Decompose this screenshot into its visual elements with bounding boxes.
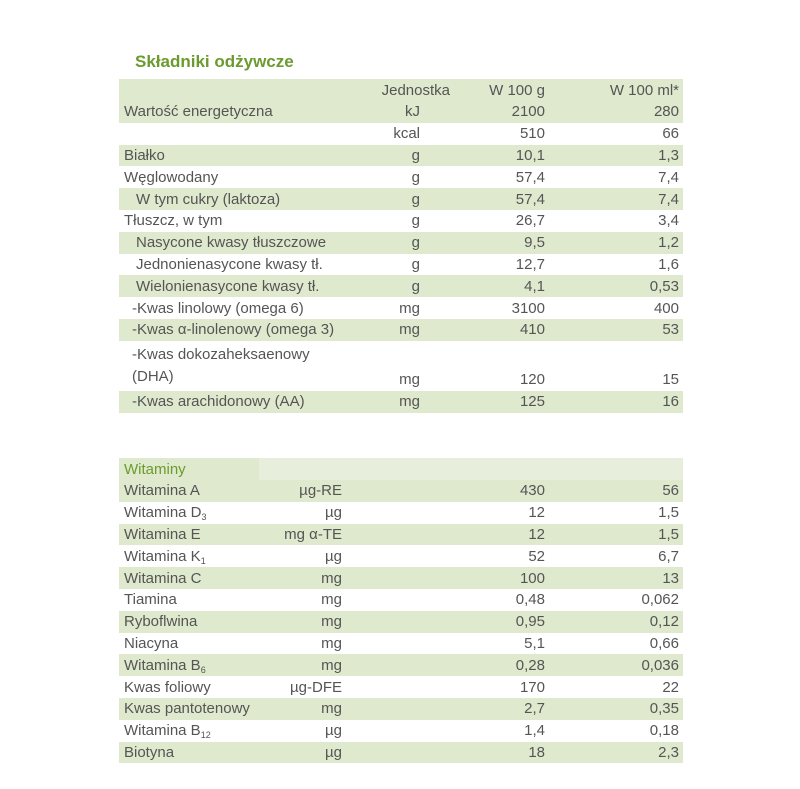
- vitamin-value-ml: 0,66: [549, 633, 683, 655]
- table-row: [119, 123, 683, 145]
- row-unit: g: [369, 232, 454, 254]
- header-unit: Jednostka: [369, 79, 454, 101]
- row-name: Wielonienasycone kwasy tł.: [119, 275, 369, 297]
- vitamin-value-ml: 0,12: [549, 611, 683, 633]
- vitamin-value-ml: 6,7: [549, 545, 683, 567]
- row-name: Tłuszcz, w tym: [119, 210, 369, 232]
- row-unit: g: [369, 145, 454, 167]
- row-name-line2: (DHA): [132, 367, 174, 385]
- vitamins-table: [119, 458, 683, 763]
- vitamin-unit: µg: [259, 720, 394, 742]
- vitamins-header-fill: [394, 458, 549, 480]
- vitamin-subscript: 6: [200, 664, 206, 675]
- vitamin-unit: µg: [259, 742, 394, 764]
- row-value-ml: 16: [549, 391, 683, 413]
- row-value-ml: 7,4: [549, 166, 683, 188]
- vitamin-value-g: 1,4: [394, 720, 549, 742]
- row-name: Jednonienasycone kwasy tł.: [119, 254, 369, 276]
- table-row: [119, 391, 683, 413]
- row-unit: mg: [369, 341, 454, 391]
- vitamin-unit: µg-DFE: [259, 676, 394, 698]
- row-unit: g: [369, 210, 454, 232]
- header-name: [119, 79, 369, 101]
- vitamin-name: [119, 676, 259, 698]
- vitamin-value-g: 0,28: [394, 654, 549, 676]
- row-unit: kcal: [369, 123, 454, 145]
- row-name: Wartość energetyczna: [119, 101, 369, 123]
- vitamin-value-g: 0,48: [394, 589, 549, 611]
- row-unit: g: [369, 254, 454, 276]
- row-unit: mg: [369, 391, 454, 413]
- vitamin-name: [119, 589, 259, 611]
- vitamin-name: [119, 480, 259, 502]
- row-value-g: 4,1: [454, 275, 549, 297]
- row-name: Nasycone kwasy tłuszczowe: [119, 232, 369, 254]
- vitamins-header-label: Witaminy: [119, 458, 259, 480]
- vitamin-name-text: Witamina A: [124, 482, 200, 500]
- header-per-100g: W 100 g: [454, 79, 549, 101]
- section-title: Składniki odżywcze: [135, 52, 294, 71]
- vitamin-value-ml: 0,036: [549, 654, 683, 676]
- table-row: [119, 502, 683, 524]
- table-row: [119, 297, 683, 319]
- row-value-ml: 0,53: [549, 275, 683, 297]
- row-value-g: 120: [454, 341, 549, 391]
- row-value-g: 57,4: [454, 188, 549, 210]
- vitamins-header-fill: [259, 458, 394, 480]
- row-value-g: 9,5: [454, 232, 549, 254]
- vitamin-unit: µg: [259, 545, 394, 567]
- vitamin-value-ml: 2,3: [549, 742, 683, 764]
- table-row: [119, 101, 683, 123]
- row-value-ml: 1,6: [549, 254, 683, 276]
- row-value-ml: 280: [549, 101, 683, 123]
- table-row: [119, 341, 683, 391]
- vitamin-name: [119, 567, 259, 589]
- table-row: [119, 589, 683, 611]
- row-name: [119, 123, 369, 145]
- header-per-100ml: W 100 ml*: [549, 79, 683, 101]
- table-row: [119, 545, 683, 567]
- vitamin-value-g: 170: [394, 676, 549, 698]
- row-name-line1: -Kwas dokozaheksaenowy: [132, 345, 310, 363]
- row-name: [119, 341, 369, 391]
- table-row: [119, 275, 683, 297]
- row-value-ml: 1,3: [549, 145, 683, 167]
- vitamin-value-ml: 56: [549, 480, 683, 502]
- row-value-ml: 1,2: [549, 232, 683, 254]
- table-row: [119, 742, 683, 764]
- table-row: [119, 254, 683, 276]
- row-unit: g: [369, 188, 454, 210]
- row-value-g: 510: [454, 123, 549, 145]
- vitamin-name-text: Witamina C: [124, 569, 202, 587]
- vitamin-value-ml: 0,35: [549, 698, 683, 720]
- vitamin-value-ml: 1,5: [549, 502, 683, 524]
- vitamin-name: [119, 720, 259, 742]
- table-row: [119, 524, 683, 546]
- vitamin-value-g: 52: [394, 545, 549, 567]
- table-row: [119, 232, 683, 254]
- vitamin-value-g: 12: [394, 502, 549, 524]
- vitamin-value-g: 18: [394, 742, 549, 764]
- row-name: Węglowodany: [119, 166, 369, 188]
- row-unit: g: [369, 275, 454, 297]
- vitamin-value-g: 12: [394, 524, 549, 546]
- vitamin-value-ml: 0,18: [549, 720, 683, 742]
- table-row: [119, 145, 683, 167]
- table-row: [119, 698, 683, 720]
- table-row: [119, 166, 683, 188]
- table-row: [119, 720, 683, 742]
- vitamin-value-ml: 22: [549, 676, 683, 698]
- row-value-ml: 7,4: [549, 188, 683, 210]
- vitamin-value-ml: 1,5: [549, 524, 683, 546]
- vitamin-value-g: 2,7: [394, 698, 549, 720]
- vitamin-name: [119, 654, 259, 676]
- vitamins-header: [119, 458, 683, 480]
- vitamin-name-text: Kwas pantotenowy: [124, 700, 250, 718]
- table-row: [119, 567, 683, 589]
- table-row: [119, 210, 683, 232]
- vitamin-unit: mg α-TE: [259, 524, 394, 546]
- row-value-ml: 15: [549, 341, 683, 391]
- vitamin-subscript: 3: [201, 512, 207, 523]
- row-name: -Kwas α-linolenowy (omega 3): [119, 319, 369, 341]
- row-value-g: 10,1: [454, 145, 549, 167]
- vitamin-unit: µg-RE: [259, 480, 394, 502]
- vitamin-value-g: 0,95: [394, 611, 549, 633]
- row-value-ml: 53: [549, 319, 683, 341]
- row-name: -Kwas arachidonowy (AA): [119, 391, 369, 413]
- row-name: Białko: [119, 145, 369, 167]
- vitamin-unit: mg: [259, 633, 394, 655]
- vitamin-name: [119, 611, 259, 633]
- nutrients-table: [119, 79, 683, 413]
- vitamin-value-g: 430: [394, 480, 549, 502]
- table-row: [119, 654, 683, 676]
- vitamin-name: [119, 545, 259, 567]
- vitamin-unit: mg: [259, 654, 394, 676]
- row-value-g: 410: [454, 319, 549, 341]
- vitamin-value-ml: 0,062: [549, 589, 683, 611]
- row-value-g: 12,7: [454, 254, 549, 276]
- vitamin-unit: mg: [259, 611, 394, 633]
- vitamin-name: [119, 698, 259, 720]
- vitamin-name: [119, 742, 259, 764]
- vitamin-name-text: Witamina D: [124, 504, 202, 522]
- vitamin-name-text: Ryboflwina: [124, 613, 198, 631]
- row-name: -Kwas linolowy (omega 6): [119, 297, 369, 319]
- row-value-g: 2100: [454, 101, 549, 123]
- row-value-ml: 400: [549, 297, 683, 319]
- vitamin-name-text: Biotyna: [124, 743, 175, 761]
- vitamin-subscript: 1: [200, 555, 206, 566]
- table-row: [119, 319, 683, 341]
- vitamin-name-text: Niacyna: [124, 634, 179, 652]
- vitamin-name-text: Tiamina: [124, 591, 177, 609]
- table-row: [119, 676, 683, 698]
- vitamin-unit: mg: [259, 589, 394, 611]
- row-value-g: 26,7: [454, 210, 549, 232]
- row-unit: mg: [369, 319, 454, 341]
- vitamin-name-text: Witamina E: [124, 525, 201, 543]
- vitamin-value-g: 5,1: [394, 633, 549, 655]
- vitamin-name-text: Kwas foliowy: [124, 678, 211, 696]
- vitamin-name: [119, 633, 259, 655]
- vitamin-unit: mg: [259, 567, 394, 589]
- vitamin-subscript: 12: [200, 730, 211, 741]
- row-value-g: 57,4: [454, 166, 549, 188]
- vitamin-name-text: Witamina B: [124, 722, 201, 740]
- row-unit: kJ: [369, 101, 454, 123]
- vitamin-value-ml: 13: [549, 567, 683, 589]
- vitamin-name: [119, 502, 259, 524]
- table-row: [119, 188, 683, 210]
- table-row: [119, 633, 683, 655]
- row-value-ml: 66: [549, 123, 683, 145]
- table-row: [119, 480, 683, 502]
- row-value-g: 125: [454, 391, 549, 413]
- row-unit: mg: [369, 297, 454, 319]
- vitamin-unit: µg: [259, 502, 394, 524]
- vitamins-header-fill: [549, 458, 683, 480]
- table-header: [119, 79, 683, 101]
- row-unit: g: [369, 166, 454, 188]
- table-row: [119, 611, 683, 633]
- vitamin-value-g: 100: [394, 567, 549, 589]
- vitamin-unit: mg: [259, 698, 394, 720]
- vitamin-name-text: Witamina K: [124, 547, 201, 565]
- row-name: W tym cukry (laktoza): [119, 188, 369, 210]
- row-value-g: 3100: [454, 297, 549, 319]
- row-value-ml: 3,4: [549, 210, 683, 232]
- vitamin-name-text: Witamina B: [124, 656, 201, 674]
- vitamin-name: [119, 524, 259, 546]
